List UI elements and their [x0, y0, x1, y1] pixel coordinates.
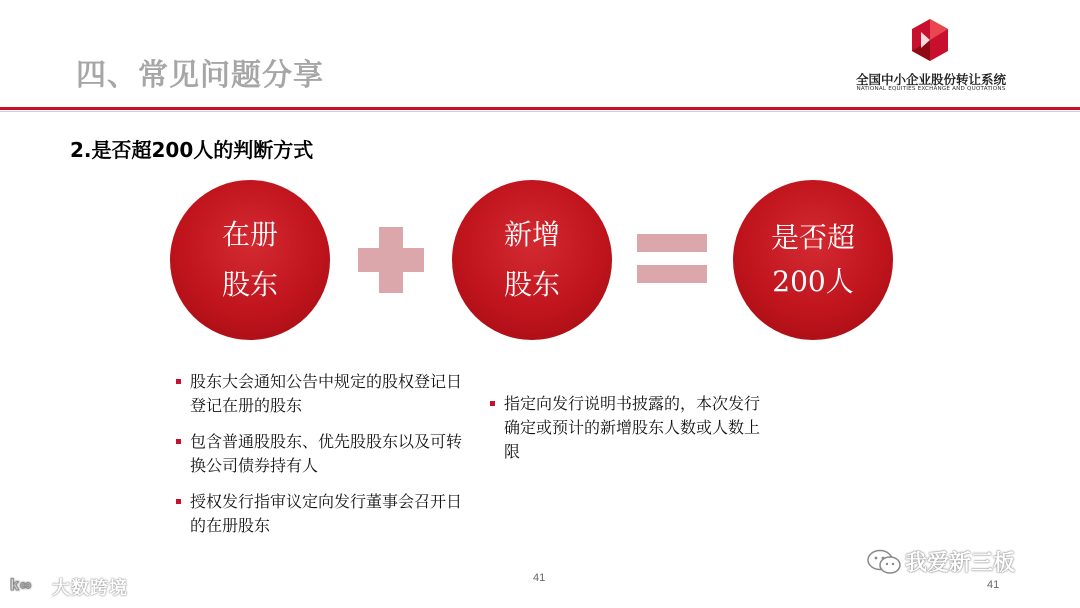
circle-over-200 [733, 180, 893, 340]
logo-text-cn: 全国中小企业股份转让系统 [855, 72, 1006, 87]
circle-text: 股东 [503, 268, 560, 301]
circle-text: 股东 [221, 268, 278, 301]
plus-icon [379, 227, 403, 293]
right-bullet-list [490, 392, 760, 476]
left-bullet-list [176, 370, 466, 550]
equals-icon [637, 234, 707, 252]
circle-registered-shareholders [170, 180, 330, 340]
slide-title: 四、常见问题分享 [76, 58, 324, 93]
page-number: 41 [533, 572, 546, 584]
list-item: 授权发行指审议定向发行董事会召开日的在册股东 [176, 490, 466, 538]
watermark-left [10, 574, 128, 600]
header-divider [0, 107, 1080, 110]
circle-text: 200人 [772, 265, 854, 298]
list-item: 指定向发行说明书披露的，本次发行确定或预计的新增股东人数或人数上限 [490, 392, 760, 464]
neeq-logo-icon [908, 18, 952, 62]
svg-text:k∞: k∞ [10, 577, 33, 594]
circle-text: 新增 [503, 218, 560, 251]
logo-text-en: NATIONAL EQUITIES EXCHANGE AND QUOTATIONS [856, 86, 1006, 92]
wechat-icon [866, 548, 902, 576]
header-divider-thin [0, 111, 1080, 112]
circle-new-shareholders [452, 180, 612, 340]
watermark-right: 我爱新三板 [905, 551, 1016, 576]
circle-text: 在册 [221, 218, 278, 251]
section-subtitle: 2.是否超200人的判断方式 [70, 138, 314, 162]
watermark-left-text: 大数跨境 [52, 578, 128, 599]
watermark-logo-icon [10, 574, 52, 599]
circle-text: 是否超 [770, 221, 855, 254]
list-item: 包含普通股股东、优先股股东以及可转换公司债券持有人 [176, 430, 466, 478]
page-number-corner: 41 [987, 579, 1000, 591]
equals-icon [637, 265, 707, 283]
list-item: 股东大会通知公告中规定的股权登记日登记在册的股东 [176, 370, 466, 418]
